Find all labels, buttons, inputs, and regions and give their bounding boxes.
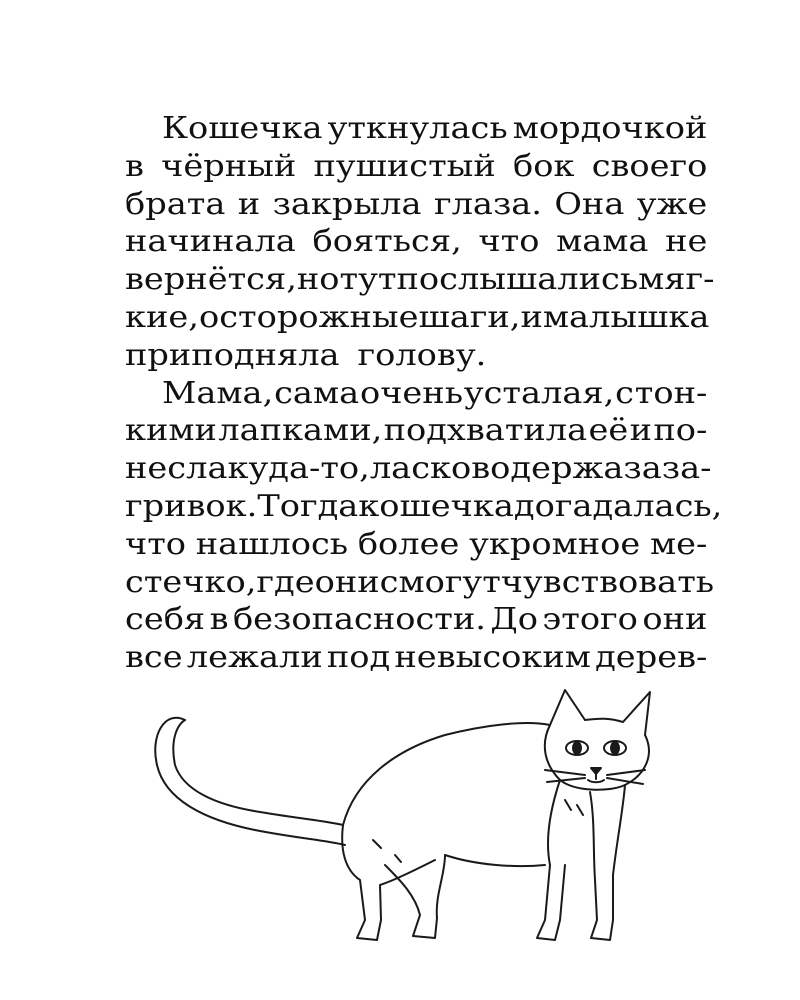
text-line [125, 299, 710, 337]
text-line [125, 601, 707, 639]
word: в [209, 602, 229, 638]
word: с [615, 375, 634, 411]
word: кошечка [358, 488, 514, 524]
word: послышались [396, 262, 639, 298]
text-line [125, 488, 723, 526]
text-line [125, 450, 712, 488]
word: начинала [125, 224, 296, 260]
word: и [237, 186, 261, 222]
word: своего [591, 148, 708, 184]
word: они [642, 602, 708, 638]
word: тон- [634, 375, 708, 411]
word: что [478, 224, 540, 260]
word: уже [636, 186, 708, 222]
word: не [665, 224, 708, 260]
word: глаза. [433, 186, 542, 222]
word: кими [125, 413, 217, 449]
word: усталая, [463, 375, 615, 411]
text-line [125, 110, 707, 148]
word: более [357, 526, 460, 562]
word: сама [274, 375, 360, 411]
word: за [623, 451, 662, 487]
word: несла [125, 451, 228, 487]
word: ме- [649, 526, 708, 562]
word: Кошечка [161, 111, 323, 146]
word: мама [556, 224, 649, 260]
text-line [125, 261, 715, 299]
word: осторожные [198, 299, 419, 335]
word: лапками, [218, 413, 383, 449]
text-line [125, 375, 707, 413]
word: вернётся, [125, 262, 297, 298]
word: тут [339, 262, 397, 298]
word: и [520, 299, 543, 335]
word: шаги, [418, 299, 521, 335]
word: догадалась, [513, 488, 723, 524]
word: Тогда [257, 488, 359, 524]
word: ласково [369, 451, 511, 487]
word: и [629, 413, 653, 449]
word: чёрный [161, 148, 297, 184]
word: закрыла [272, 186, 422, 222]
word: что [125, 526, 187, 562]
word: очень [359, 375, 463, 411]
word: пушистый [313, 148, 496, 184]
cat-illustration [145, 680, 665, 950]
word: но [296, 262, 340, 298]
text-block [125, 110, 723, 677]
text-line [125, 337, 707, 375]
word: До [490, 602, 538, 638]
word: невысоким [394, 640, 591, 676]
word: кие, [125, 299, 199, 335]
word: себя [125, 602, 206, 638]
word: бок [513, 148, 575, 184]
word: куда-то, [227, 451, 370, 487]
word: малышка [542, 299, 710, 335]
word: подхватила [383, 413, 588, 449]
word: Мама, [161, 375, 274, 411]
text-line [125, 223, 707, 261]
word: где [256, 564, 315, 600]
text-line [125, 526, 707, 564]
word: в [125, 148, 144, 184]
word: бояться, [312, 224, 462, 260]
word: за- [661, 451, 712, 487]
word: брата [125, 186, 226, 222]
word: стечко, [125, 564, 257, 600]
text-line [125, 412, 707, 450]
word: смогут [379, 564, 501, 600]
text-line [125, 148, 707, 186]
text-line [125, 564, 715, 602]
paragraph-1 [125, 110, 715, 375]
word: её [588, 413, 629, 449]
word: гривок. [125, 488, 258, 524]
paragraph-2 [125, 375, 723, 677]
word: безопасности. [232, 602, 486, 638]
word: укромное [469, 526, 641, 562]
word: все [125, 640, 183, 676]
word: лежали [186, 640, 323, 676]
word: дерев- [595, 640, 708, 676]
word: держа [510, 451, 624, 487]
word: мордочкой [512, 111, 708, 146]
word: под [326, 640, 391, 676]
word: по- [653, 413, 708, 449]
word: они [314, 564, 380, 600]
word: мяг- [638, 262, 715, 298]
word: нашлось [195, 526, 349, 562]
word: этого [542, 602, 638, 638]
word: Она [554, 186, 625, 222]
word: приподняла [125, 337, 340, 373]
text-line [125, 186, 707, 224]
word: чувствовать [500, 564, 715, 600]
text-line [125, 639, 707, 677]
word: уткнулась [327, 111, 508, 146]
word: голову. [357, 337, 487, 373]
